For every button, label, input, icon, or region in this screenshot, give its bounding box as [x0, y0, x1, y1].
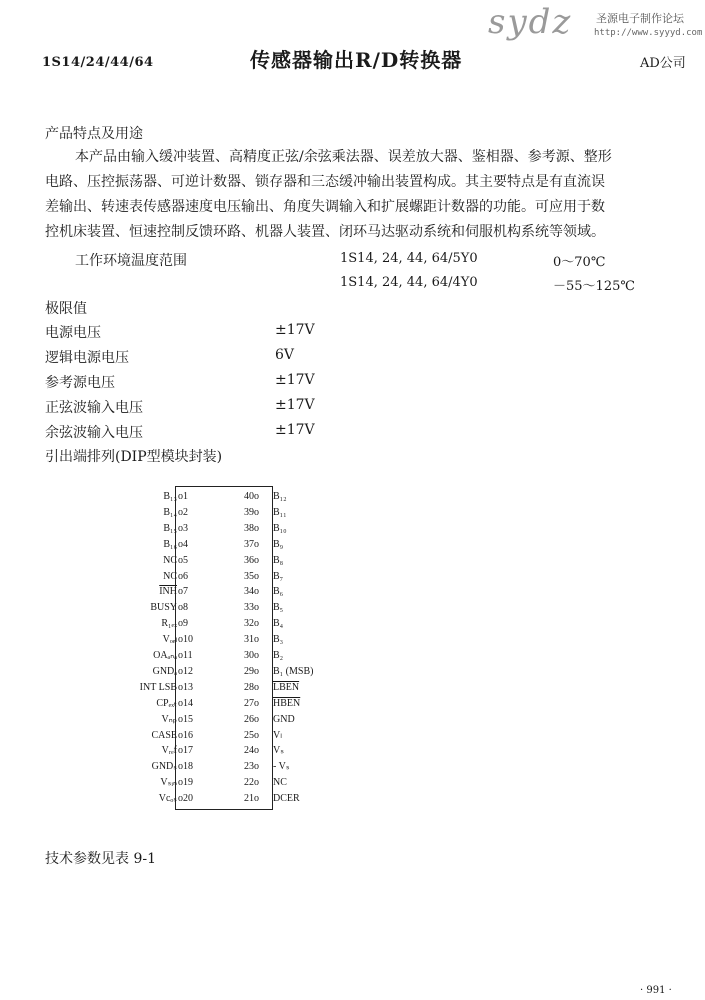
pin-left-number: o8 — [178, 602, 188, 614]
pin-right-label: B₁₂ — [273, 491, 287, 502]
pin-right-number: 31o — [244, 634, 259, 646]
pin-left-label: CPₑₓₜ — [156, 697, 177, 709]
pin-right-number: 35o — [244, 570, 259, 582]
para-line-2: 电路、压控振荡器、可逆计数器、锁存器和三态缓冲输出装置构成。其主要特点是有直流误 — [45, 174, 605, 190]
pin-right-number: 27o — [244, 697, 259, 709]
pin-right-label: B₁₁ — [273, 506, 287, 518]
pin-right-number: 33o — [244, 602, 259, 614]
pin-right-label: B₄ — [273, 618, 284, 630]
pin-right-label: Vₛ — [273, 745, 284, 757]
pin-right-number: 38o — [244, 522, 259, 534]
section-heading-pinout: 引出端排列(DIP型模块封装) — [45, 449, 223, 465]
pin-right-number: 22o — [244, 777, 259, 789]
para-line-4: 控机床装置、恒速控制反馈环路、机器人装置、闭环马达驱动系统和伺服机构系统等领域。 — [45, 224, 605, 240]
page-number: · 991 · — [640, 985, 672, 996]
pin-left-number: o3 — [178, 522, 188, 534]
pin-right-number: 36o — [244, 554, 259, 566]
temp-model-2: 1S14, 24, 44, 64/4Y0 — [340, 275, 478, 290]
pin-right-label: B₃ — [273, 634, 284, 646]
watermark — [488, 2, 703, 46]
pin-left-number: o18 — [178, 761, 193, 773]
limit-label-3: 参考源电压 — [45, 375, 115, 391]
temp-model-1: 1S14, 24, 44, 64/5Y0 — [340, 251, 478, 266]
pin-left-label: B₁₄ — [163, 506, 177, 518]
pin-right-label: GND — [273, 713, 295, 725]
pin-right-number: 23o — [244, 761, 259, 773]
pin-left-label: OAₐₙₐ — [153, 650, 177, 661]
pin-left-number: o9 — [178, 618, 188, 630]
temp-label: 工作环境温度范围 — [75, 253, 187, 269]
pin-left-label: $\overline{INH}$ — [159, 586, 177, 598]
pin-right-number: 26o — [244, 713, 259, 725]
section-heading-limits: 极限值 — [45, 301, 87, 317]
pin-right-label: HBEN — [273, 697, 301, 709]
pin-right-number: 32o — [244, 618, 259, 630]
pin-right-label: LBEN — [273, 681, 300, 693]
limit-label-4: 正弦波输入电压 — [45, 400, 143, 416]
pin-left-number: o12 — [178, 665, 193, 677]
pin-right-label: DCER — [273, 793, 300, 805]
pin-left-label: GNDₛ — [151, 761, 177, 773]
pin-left-label: Vcₒₛ — [158, 793, 177, 805]
pin-left-number: o16 — [178, 729, 193, 741]
para-line-1: 本产品由输入缓冲装置、高精度正弦/余弦乘法器、误差放大器、鉴相器、参考源、整形 — [75, 149, 612, 165]
pin-right-number: 39o — [244, 506, 259, 518]
pin-left-number: o13 — [178, 681, 193, 693]
pin-right-label: - Vₛ — [273, 761, 290, 773]
section-heading-features: 产品特点及用途 — [45, 126, 143, 142]
pin-left-number: o20 — [178, 793, 193, 805]
company-name: AD公司 — [640, 56, 686, 71]
temp-range-1: 0～70℃ — [553, 255, 606, 270]
limit-value-1: ±17V — [275, 322, 315, 338]
para-line-3: 差输出、转速表传感器速度电压输出、角度失调输入和扩展螺距计数器的功能。可应用于数 — [45, 199, 605, 215]
pin-left-label: INT LSB — [139, 681, 177, 693]
pin-left-number: o19 — [178, 777, 193, 789]
limit-label-1: 电源电压 — [45, 325, 101, 341]
pin-right-number: 29o — [244, 665, 259, 677]
pin-left-number: o15 — [178, 713, 193, 725]
pin-left-number: o5 — [178, 554, 188, 566]
pin-left-label: B₁₅ — [163, 522, 177, 534]
pin-right-label: NC — [273, 777, 287, 789]
pin-left-label: Vₙₚ — [161, 713, 177, 725]
pin-right-number: 21o — [244, 793, 259, 805]
pin-right-number: 25o — [244, 729, 259, 741]
footer-note: 技术参数见表 9-1 — [45, 851, 156, 867]
pin-right-label: B₅ — [273, 602, 284, 614]
pin-left-number: o2 — [178, 506, 188, 518]
pin-right-number: 24o — [244, 745, 259, 757]
pin-right-label: B₉ — [273, 538, 284, 550]
pin-right-label: B₆ — [273, 586, 284, 598]
pin-left-number: o1 — [178, 491, 188, 502]
pin-left-label: NC — [163, 570, 177, 582]
pin-left-label: Vₛᵢₙ — [160, 777, 177, 789]
pin-left-number: o4 — [178, 538, 188, 550]
watermark-site: 圣源电子制作论坛 — [596, 12, 684, 25]
pin-left-label: B₁₃ — [163, 491, 177, 502]
watermark-logo: sydz — [488, 2, 573, 42]
pin-right-number: 34o — [244, 586, 259, 598]
pin-left-number: o11 — [178, 650, 193, 661]
pin-right-label: B₁ (MSB) — [273, 665, 314, 677]
pin-right-label: B₂ — [273, 650, 284, 661]
pin-right-label: B₈ — [273, 554, 284, 566]
pin-left-label: Vᵣₑf — [161, 745, 177, 757]
pin-left-label: Vₒₑₗ — [162, 634, 177, 646]
pin-right-label: Vₗ — [273, 729, 282, 741]
page-title: 传感器输出R/D转换器 — [250, 48, 463, 72]
limit-value-2: 6V — [275, 347, 295, 363]
pin-left-number: o17 — [178, 745, 193, 757]
pin-row — [0, 793, 705, 813]
model-number: 1S14/24/44/64 — [42, 55, 154, 70]
pin-left-number: o7 — [178, 586, 188, 598]
pin-left-number: o14 — [178, 697, 193, 709]
pin-right-number: 37o — [244, 538, 259, 550]
pin-left-label: BUSY — [150, 602, 177, 614]
limit-value-5: ±17V — [275, 422, 315, 438]
limit-value-4: ±17V — [275, 397, 315, 413]
pin-left-label: NC — [163, 554, 177, 566]
pin-right-number: 28o — [244, 681, 259, 693]
pin-left-label: CASE — [151, 729, 177, 741]
limit-label-5: 余弦波输入电压 — [45, 425, 143, 441]
pin-left-label: GNDₐ — [152, 665, 177, 677]
pin-right-label: B₁₀ — [273, 522, 287, 534]
pin-right-label: B₇ — [273, 570, 284, 582]
watermark-url: http://www.syyyd.com — [594, 28, 703, 38]
pin-left-number: o10 — [178, 634, 193, 646]
temp-range-2: －55～125℃ — [553, 279, 635, 294]
pin-left-number: o6 — [178, 570, 188, 582]
pin-left-label: R₁ₑₓ — [161, 618, 177, 630]
limit-value-3: ±17V — [275, 372, 315, 388]
pin-right-number: 30o — [244, 650, 259, 661]
pin-left-label: B₁₆ — [163, 538, 177, 550]
pin-right-number: 40o — [244, 491, 259, 502]
limit-label-2: 逻辑电源电压 — [45, 350, 129, 366]
